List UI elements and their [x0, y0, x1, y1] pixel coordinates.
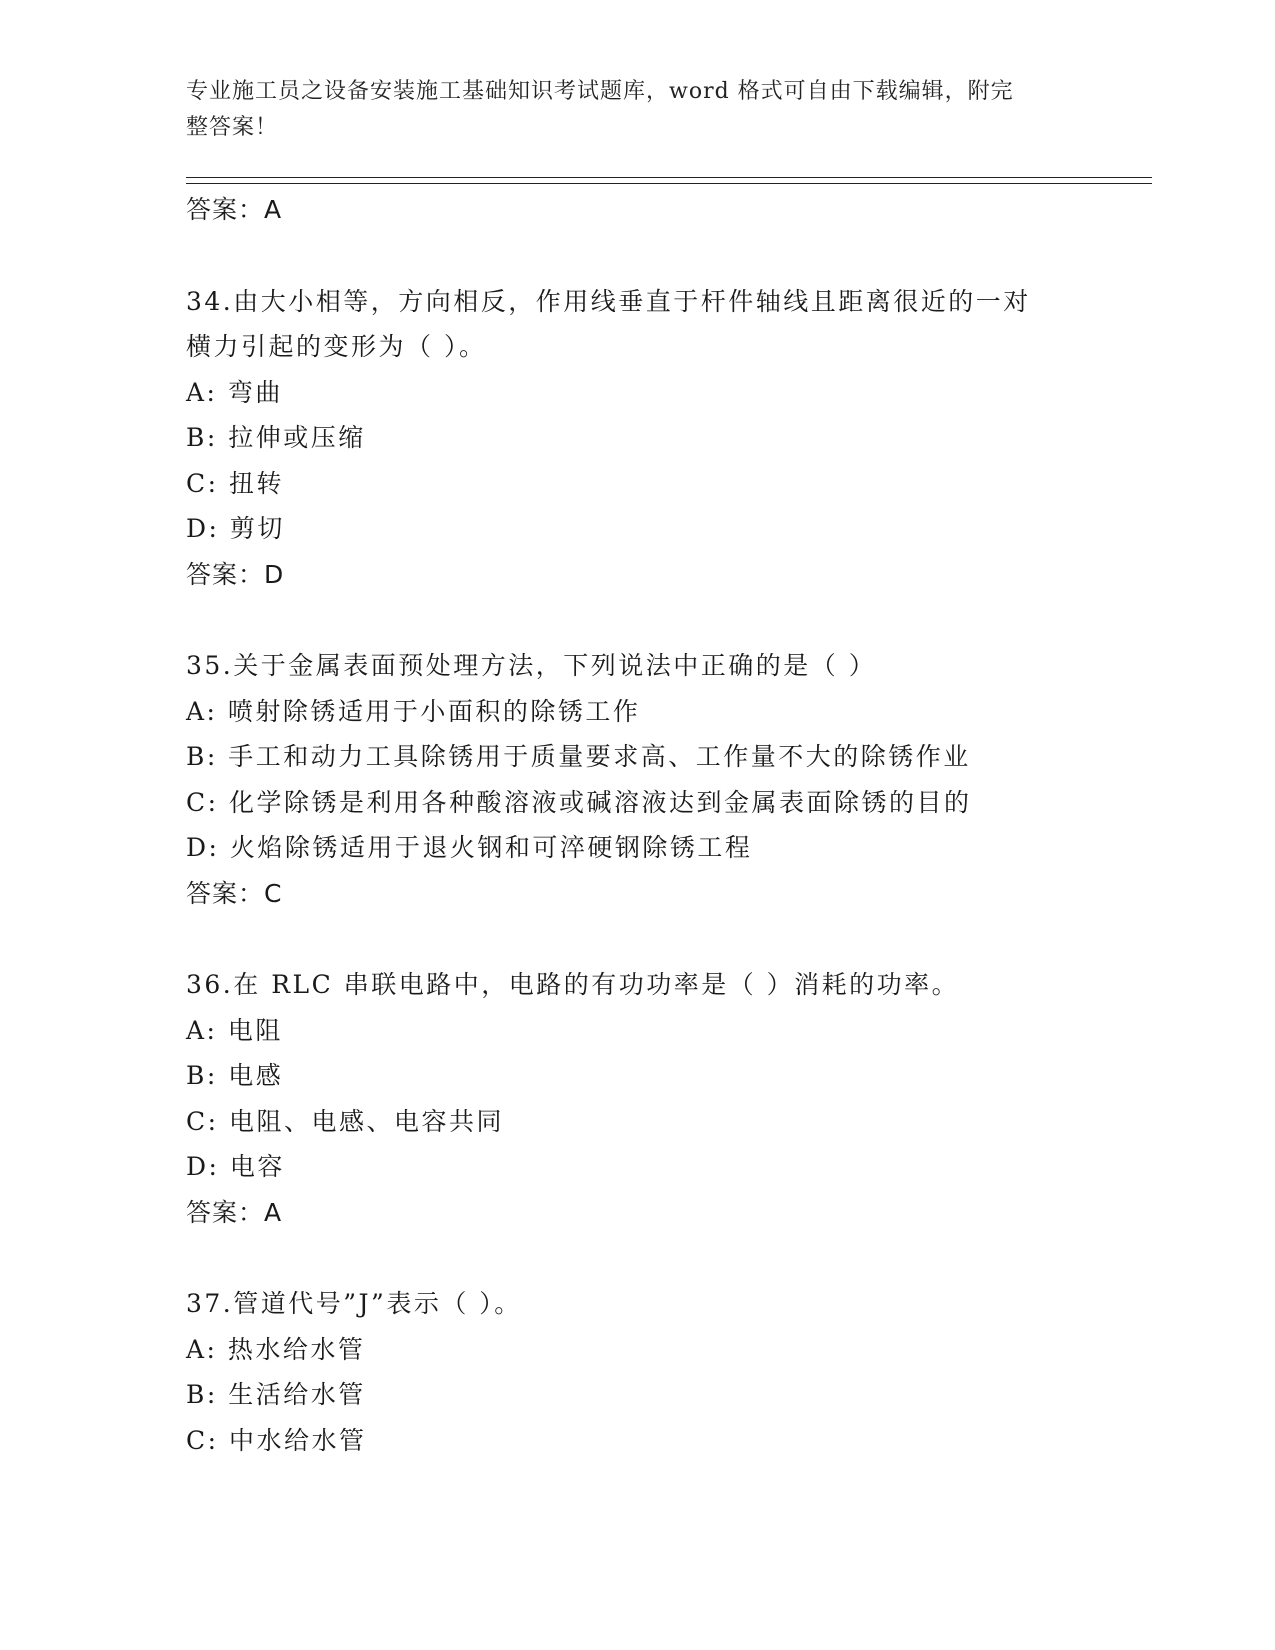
option-b: B: 生活给水管 — [186, 1380, 366, 1409]
question-stem-line: 37.管道代号”J”表示（ ）。 — [186, 1289, 522, 1318]
option-a: A: 喷射除锈适用于小面积的除锈工作 — [186, 696, 641, 726]
option-c: C: 电阻、电感、电容共同 — [186, 1106, 504, 1136]
document-header — [186, 74, 1066, 146]
option-b: B: 拉伸或压缩 — [186, 423, 366, 452]
answer: 答案：C — [186, 878, 283, 908]
question-34 — [186, 279, 1146, 598]
option-c: C: 中水给水管 — [186, 1425, 367, 1455]
question-35 — [186, 643, 1146, 916]
option-c: C: 扭转 — [186, 468, 284, 498]
option-a: A: 弯曲 — [186, 377, 283, 407]
question-stem-line: 横力引起的变形为（ ）。 — [186, 332, 487, 361]
option-c: C: 化学除锈是利用各种酸溶液或碱溶液达到金属表面除锈的目的 — [186, 787, 972, 817]
option-a: A: 热水给水管 — [186, 1334, 366, 1364]
option-b: B: 手工和动力工具除锈用于质量要求高、工作量不大的除锈作业 — [186, 742, 971, 771]
header-line-2: 整答案！ — [186, 115, 279, 140]
question-stem-line: 36.在 RLC 串联电路中，电路的有功功率是（ ）消耗的功率。 — [186, 970, 960, 999]
question-list — [186, 187, 1146, 1463]
header-line-1: 专业施工员之设备安装施工基础知识考试题库，word 格式可自由下载编辑，附完 — [186, 79, 1014, 104]
option-b: B: 电感 — [186, 1061, 284, 1090]
question-37 — [186, 1281, 1146, 1463]
option-d: D: 火焰除锈适用于退火钢和可淬硬钢除锈工程 — [186, 833, 753, 862]
previous-answer: 答案：A — [186, 195, 283, 224]
header-divider-top — [186, 177, 1152, 178]
question-stem-line: 34.由大小相等，方向相反，作用线垂直于杆件轴线且距离很近的一对 — [186, 286, 1031, 316]
header-divider-bottom — [186, 183, 1152, 184]
option-d: D: 剪切 — [186, 514, 285, 543]
option-a: A: 电阻 — [186, 1015, 283, 1045]
answer: 答案：A — [186, 1197, 283, 1227]
question-stem-line: 35.关于金属表面预处理方法，下列说法中正确的是（ ） — [186, 651, 877, 680]
option-d: D: 电容 — [186, 1152, 285, 1181]
answer: 答案：D — [186, 559, 285, 589]
question-36 — [186, 962, 1146, 1235]
